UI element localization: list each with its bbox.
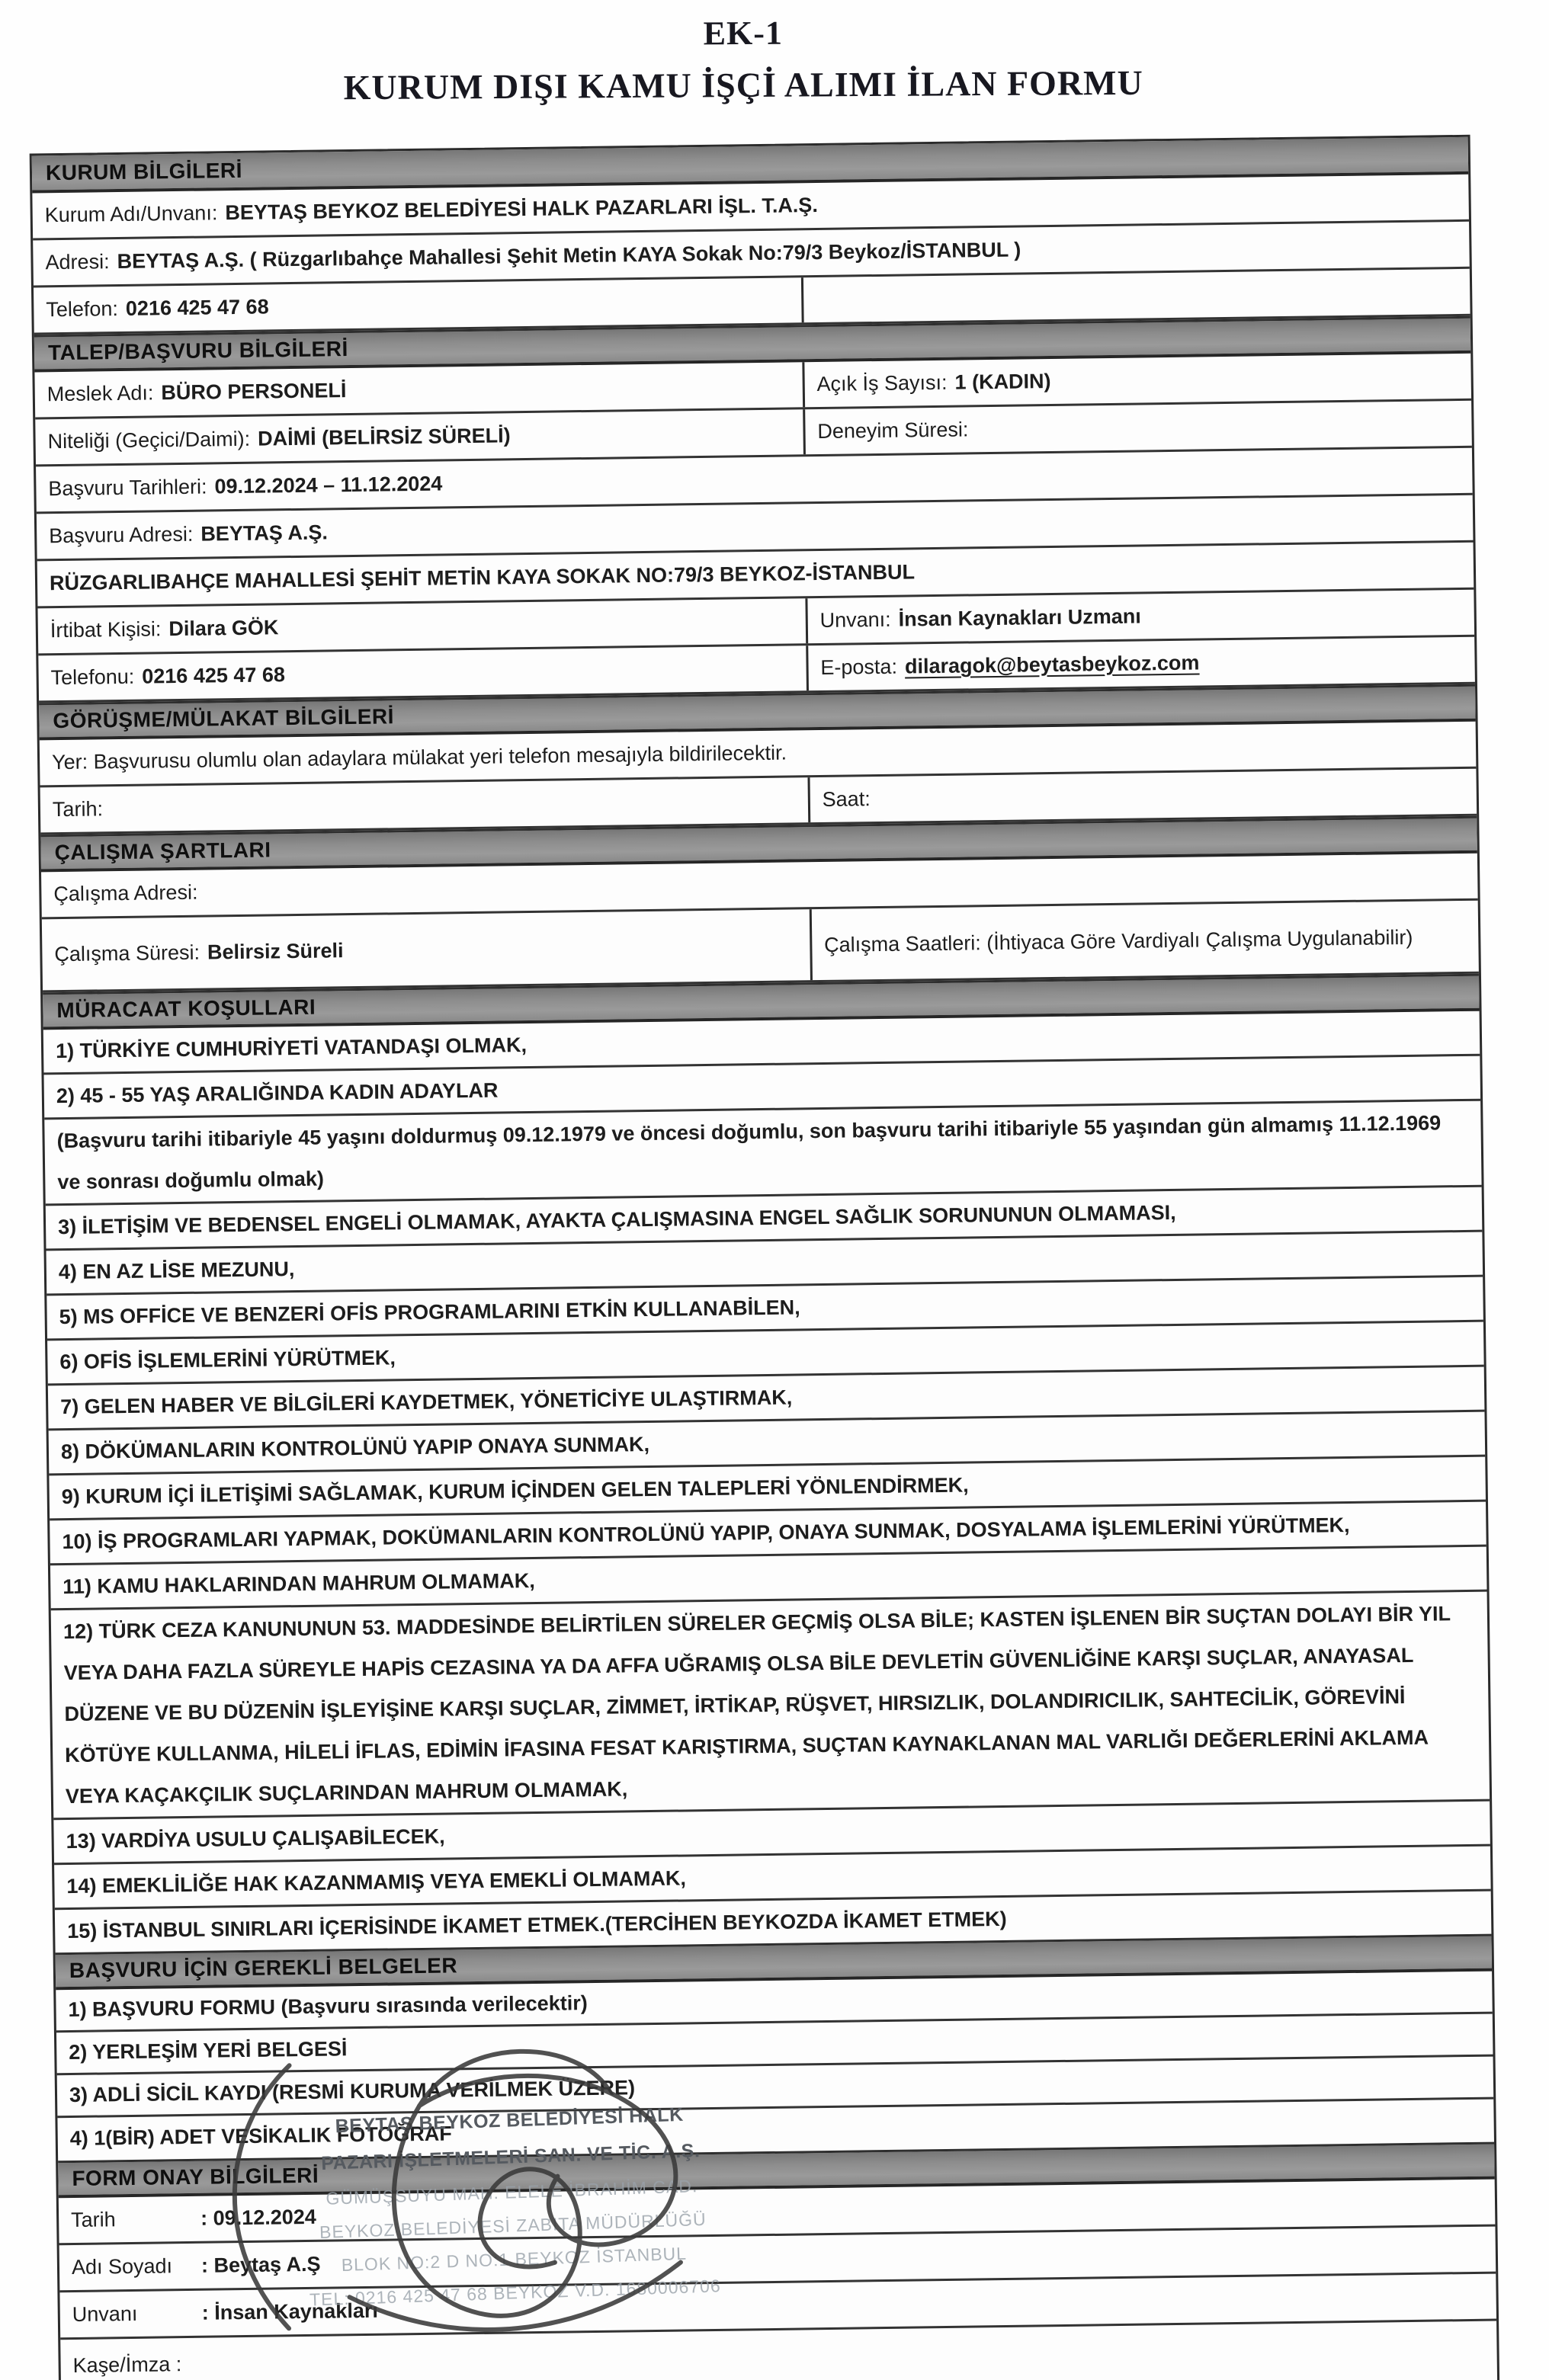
basvuru-adresi-value: BEYTAŞ A.Ş. bbox=[200, 521, 329, 546]
nitelik-cell bbox=[35, 409, 805, 464]
section-header-gerekli-belgeler: BAŞVURU İÇİN GEREKLİ BELGELER bbox=[56, 1934, 1492, 1991]
kurum-adres-value: BEYTAŞ A.Ş. ( Rüzgarlıbahçe Mahallesi Şehit Metin KAYA Sokak No:79/3 Beykoz/İSTANBUL ) bbox=[117, 238, 1021, 273]
list-item: (Başvuru tarihi itibariyle 45 yaşını doldurmuş 09.12.1979 ve öncesi doğumlu, son başvuru tarihi itibariyle 55 yaşından gün almamış 11.12.1969 ve sonrası doğumlu olmak) bbox=[44, 1101, 1481, 1206]
irtibat-unvan-cell bbox=[807, 590, 1474, 643]
list-item: 13) VARDİYA USULU ÇALIŞABİLECEK, bbox=[53, 1802, 1490, 1866]
kurum-telefon-cell bbox=[34, 277, 803, 332]
mulakat-tarih-cell bbox=[40, 777, 810, 832]
belgeler-list bbox=[56, 1972, 1494, 2161]
section-header-calisma-sartlari: ÇALIŞMA ŞARTLARI bbox=[40, 816, 1477, 873]
stamp-text-line: GÜMÜŞSUYU MAH. ELELE İBRAHİM CAD. bbox=[326, 2176, 698, 2209]
basvuru-tarihleri-label: Başvuru Tarihleri: bbox=[48, 475, 207, 500]
onay-ad-soyad-label: Adı Soyadı bbox=[71, 2253, 173, 2279]
telefonu-cell bbox=[38, 645, 808, 700]
mulakat-tarih-label: Tarih: bbox=[52, 796, 104, 821]
kurum-telefon-label: Telefon: bbox=[46, 296, 119, 321]
list-item: 4) 1(BİR) ADET VESİKALIK FOTOĞRAF bbox=[69, 2122, 452, 2151]
list-item: 5) MS OFFİCE VE BENZERİ OFİS PROGRAMLARINI ETKİN KULLANABİLEN, bbox=[47, 1277, 1483, 1341]
calisma-saatleri-cell bbox=[812, 901, 1479, 980]
irtibat-cell bbox=[37, 598, 807, 653]
list-item: 3) İLETİŞİM VE BEDENSEL ENGELİ OLMAMAK, AYAKTA ÇALIŞMASINA ENGEL SAĞLIK SORUNUNUN OLMAMASI, bbox=[46, 1187, 1483, 1251]
acik-is-cell bbox=[804, 354, 1471, 407]
eposta-label: E-posta: bbox=[820, 655, 898, 679]
stamp-text-line: BEYKOZ BELEDİYESİ ZABITA MÜDÜRLÜĞÜ bbox=[319, 2209, 707, 2243]
irtibat-value: Dilara GÖK bbox=[168, 615, 279, 640]
mulakat-saat-cell bbox=[810, 769, 1477, 822]
basvuru-adresi-label: Başvuru Adresi: bbox=[49, 522, 194, 547]
list-item: 9) KURUM İÇİ İLETİŞİMİ SAĞLAMAK, KURUM İÇİNDEN GELEN TALEPLERİ YÖNLENDİRMEK, bbox=[49, 1457, 1486, 1521]
acik-is-label: Açık İş Sayısı: bbox=[816, 370, 948, 396]
nitelik-value: DAİMİ (BELİRSİZ SÜRELİ) bbox=[257, 423, 511, 450]
kurum-adres-label: Adresi: bbox=[45, 249, 110, 274]
kurum-adi-value: BEYTAŞ BEYKOZ BELEDİYESİ HALK PAZARLARI İŞL. T.A.Ş. bbox=[225, 193, 819, 224]
basvuru-tarihleri-value: 09.12.2024 – 11.12.2024 bbox=[214, 472, 443, 498]
basvuru-adresi-line2: RÜZGARLIBAHÇE MAHALLESİ ŞEHİT METİN KAYA SOKAK NO:79/3 BEYKOZ-İSTANBUL bbox=[49, 559, 916, 594]
list-item: 1) BAŞVURU FORMU (Başvuru sırasında verilecektir) bbox=[56, 1972, 1493, 2033]
list-item: 8) DÖKÜMANLARIN KONTROLÜNÜ YAPIP ONAYA SUNMAK, bbox=[49, 1412, 1486, 1476]
nitelik-label: Niteliği (Geçici/Daimi): bbox=[47, 427, 251, 453]
stamp-text-line: BLOK NO:2 D NO:1 BEYKOZ İSTANBUL bbox=[341, 2244, 688, 2276]
list-item: 4) EN AZ LİSE MEZUNU, bbox=[47, 1232, 1483, 1296]
kase-imza-label: Kaşe/İmza : bbox=[72, 2353, 182, 2378]
acik-is-value: 1 (KADIN) bbox=[954, 369, 1051, 394]
list-item: 14) EMEKLİLİĞE HAK KAZANMAMIŞ VEYA EMEKLİ OLMAMAK, bbox=[54, 1847, 1491, 1911]
stamp-text-line: BEYTAŞ BEYKOZ BELEDİYESİ HALK bbox=[335, 2103, 685, 2138]
form-table bbox=[30, 135, 1500, 2380]
calisma-suresi-label: Çalışma Süresi: bbox=[54, 940, 200, 966]
telefonu-label: Telefonu: bbox=[50, 665, 135, 689]
list-item: 2) 45 - 55 YAŞ ARALIĞINDA KADIN ADAYLAR bbox=[44, 1056, 1481, 1120]
meslek-label: Meslek Adı: bbox=[47, 381, 154, 405]
deneyim-cell bbox=[805, 401, 1472, 454]
section-header-muracaat-kosullari: MÜRACAAT KOŞULLARI bbox=[43, 974, 1479, 1030]
list-item: 2) YERLEŞİM YERİ BELGESİ bbox=[56, 2014, 1493, 2076]
deneyim-label: Deneyim Süresi: bbox=[817, 418, 969, 443]
eposta-link[interactable]: dilaragok@beytasbeykoz.com bbox=[904, 651, 1200, 678]
section-header-gorusme-mulakat: GÖRÜŞME/MÜLAKAT BİLGİLERİ bbox=[39, 684, 1475, 741]
meslek-cell bbox=[34, 362, 804, 417]
mulakat-yer-text: Yer: Başvurusu olumlu olan adaylara mülakat yeri telefon mesajıyla bildirilecektir. bbox=[51, 741, 787, 774]
irtibat-unvan-label: Unvanı: bbox=[819, 607, 891, 632]
kurum-telefon-empty-cell bbox=[803, 269, 1470, 322]
stamp-text-line: TEL: 0216 425 47 68 BEYKOZ V.D. 1680006706 bbox=[309, 2276, 722, 2311]
list-item: 1) TÜRKİYE CUMHURİYETİ VATANDAŞI OLMAK, bbox=[43, 1011, 1480, 1075]
telefonu-value: 0216 425 47 68 bbox=[142, 662, 286, 688]
kurum-telefon-value: 0216 425 47 68 bbox=[125, 295, 269, 320]
onay-tarih-value: : 09.12.2024 bbox=[200, 2205, 316, 2230]
calisma-suresi-value: Belirsiz Süreli bbox=[207, 938, 344, 964]
stamp-text-line: PAZARI İŞLETMELERİ SAN. VE TİC. A.Ş. bbox=[320, 2140, 701, 2174]
list-item: 15) İSTANBUL SINIRLARI İÇERİSİNDE İKAMET ETMEK.(TERCİHEN BEYKOZDA İKAMET ETMEK) bbox=[67, 1907, 1007, 1943]
irtibat-unvan-value: İnsan Kaynakları Uzmanı bbox=[898, 604, 1141, 631]
section-header-talep-basvuru: TALEP/BAŞVURU BİLGİLERİ bbox=[34, 316, 1470, 373]
calisma-suresi-cell bbox=[42, 909, 813, 990]
list-item: 11) KAMU HAKLARINDAN MAHRUM OLMAMAK, bbox=[50, 1547, 1487, 1611]
calisma-adresi-label: Çalışma Adresi: bbox=[53, 880, 198, 905]
mulakat-saat-label: Saat: bbox=[822, 786, 871, 811]
section-header-form-onay: FORM ONAY BİLGİLERİ bbox=[58, 2142, 1494, 2199]
form-main-title: KURUM DIŞI KAMU İŞÇİ ALIMI İLAN FORMU bbox=[343, 62, 1143, 107]
list-item: 6) OFİS İŞLEMLERİNİ YÜRÜTMEK, bbox=[47, 1322, 1484, 1386]
onay-unvan-label: Unvanı bbox=[72, 2302, 138, 2326]
eposta-cell bbox=[808, 637, 1475, 690]
section-header-kurum-bilgileri: KURUM BİLGİLERİ bbox=[32, 137, 1468, 194]
list-item: 3) ADLİ SİCİL KAYDI (RESMİ KURUMA VERİLMEK ÜZERE) bbox=[57, 2057, 1494, 2119]
onay-ad-soyad-value: : Beytaş A.Ş bbox=[200, 2252, 321, 2277]
irtibat-label: İrtibat Kişisi: bbox=[50, 617, 162, 642]
kurum-adi-label: Kurum Adı/Unvanı: bbox=[44, 200, 218, 226]
form-code-title: EK-1 bbox=[703, 14, 784, 53]
muracaat-list bbox=[43, 1011, 1492, 1953]
list-item: 12) TÜRK CEZA KANUNUNUN 53. MADDESİNDE BELİRTİLEN SÜRELER GEÇMİŞ OLSA BİLE; KASTEN İŞLENEN BİR SUÇTAN DOLAYI BİR YIL VEYA DAHA FAZLA SÜREYLE HAPİS CEZASINA YA DA AFFA UĞRAMIŞ OLSA BİLE DEVLETİN GÜVENLİĞİNE KARŞI SUÇLAR, ANAYASAL DÜZENE VE BU DÜZENİN İŞLEYİŞİNE KARŞI SUÇLAR, ZİMMET, İRTİKAP, RÜŞVET, HIRSIZLIK, DOLANDIRICILIK, SAHTECİLİK, GÖREVİNİ KÖTÜYE KULLANMA, HİLELİ İFLAS, EDİMİN İFASINA FESAT KARIŞTIRMA, SUÇTAN KAYNAKLANAN MAL VARLIĞI DEĞERLERİNİ AKLAMA VEYA KAÇAKÇILIK SUÇLARINDAN MAHRUM OLMAMAK, bbox=[51, 1592, 1490, 1821]
document-title-block bbox=[23, 9, 1464, 110]
calisma-saatleri-text: Çalışma Saatleri: (İhtiyaca Göre Vardiyalı Çalışma Uygulanabilir) bbox=[823, 925, 1413, 956]
onay-unvan-value: : İnsan Kaynakları bbox=[201, 2298, 379, 2324]
list-item: 7) GELEN HABER VE BİLGİLERİ KAYDETMEK, YÖNETİCİYE ULAŞTIRMAK, bbox=[48, 1367, 1485, 1431]
onay-tarih-label: Tarih bbox=[70, 2207, 116, 2231]
meslek-value: BÜRO PERSONELİ bbox=[161, 378, 347, 404]
list-item: 10) İŞ PROGRAMLARI YAPMAK, DOKÜMANLARIN KONTROLÜNÜ YAPIP, ONAYA SUNMAK, DOSYALAMA İŞLEMLERİNİ YÜRÜTMEK, bbox=[50, 1502, 1486, 1566]
